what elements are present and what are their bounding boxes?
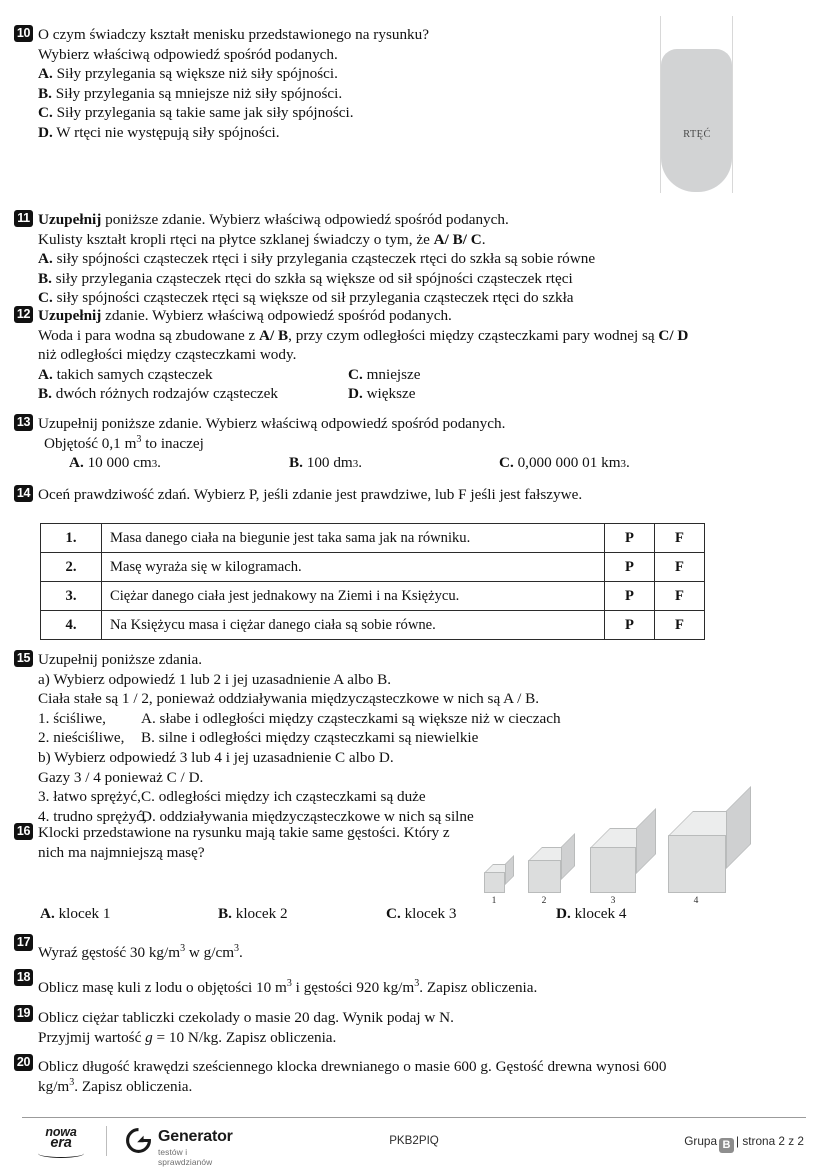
stem-choice-1: A/ B <box>259 326 289 344</box>
question-10-option-b <box>38 84 654 104</box>
lead-rest: zdanie. Wybierz właściwą odpowiedź spośród podanych. <box>101 307 452 324</box>
question-13-option-c <box>499 453 630 475</box>
mercury-tube-figure <box>658 16 736 193</box>
question-18 <box>14 969 804 998</box>
question-20-line-1: Oblicz długość krawędzi sześciennego klocka drewnianego o masie 600 g. Gęstość drewna wynosi 600 <box>38 1058 667 1075</box>
option-text: dwóch różnych rodzajów cząsteczek <box>55 385 278 403</box>
option-letter: B. <box>289 454 303 472</box>
cube-label: 2 <box>541 896 547 906</box>
question-20 <box>14 1054 804 1096</box>
question-15-reason-b: B. silne i odległości między cząsteczkami są niewielkie <box>141 729 479 747</box>
question-16-option-b <box>218 905 288 923</box>
question-13-options-row <box>44 453 804 473</box>
question-11-lead <box>38 210 804 230</box>
option-letter: C. <box>386 905 401 922</box>
question-11-option-b <box>38 269 804 289</box>
cube-side-face <box>561 833 575 880</box>
text-pre: Przyjmij wartość <box>38 1028 146 1046</box>
stem-mid: , przy czym odległości między cząsteczkami pary wodnej są <box>288 326 659 344</box>
question-10 <box>14 25 654 143</box>
stem-pre: Kulisty kształt kropli rtęci na płytce szklanej świadczy o tym, że <box>38 230 434 248</box>
row-true-option[interactable]: P <box>605 582 655 611</box>
group-label: Grupa <box>684 1134 718 1148</box>
mercury-body <box>661 49 732 192</box>
option-text: Siły przylegania są takie same jak siły spójności. <box>56 104 354 122</box>
cube-label: 1 <box>491 896 497 906</box>
option-text: 0,000 000 01 km <box>517 454 621 472</box>
question-10-option-a <box>38 64 654 84</box>
row-true-option[interactable]: P <box>605 553 655 582</box>
question-19-line-2 <box>38 1028 804 1048</box>
exponent-2: 3 <box>234 942 240 954</box>
option-text: klocek 3 <box>404 905 457 922</box>
page-number-label: | strona 2 z 2 <box>736 1134 804 1148</box>
question-14 <box>14 485 804 505</box>
row-statement: Masę wyraża się w kilogramach. <box>102 553 605 582</box>
option-letter: C. <box>348 365 363 383</box>
row-true-option[interactable]: P <box>605 524 655 553</box>
exponent-2: 3 <box>414 977 420 989</box>
option-text: siły spójności cząsteczek rtęci i siły przylegania cząsteczek rtęci do szkła są sobie równe <box>56 250 596 268</box>
row-false-option[interactable]: F <box>655 553 705 582</box>
question-14-line-1: Oceń prawdziwość zdań. Wybierz P, jeśli zdanie jest prawdziwe, lub F jeśli jest fałszywe. <box>38 486 583 503</box>
question-13-option-b <box>289 453 362 475</box>
option-text: siły spójności cząsteczek rtęci są większe od sił przylegania cząsteczek rtęci do szkła <box>56 289 574 307</box>
option-dot: . <box>358 454 362 472</box>
option-letter: B. <box>38 269 52 287</box>
question-13 <box>14 414 804 473</box>
row-index: 2. <box>41 553 102 582</box>
question-12-option-b <box>38 384 278 404</box>
exponent-1: 3 <box>286 977 292 989</box>
lead-rest: poniższe zdanie. Wybierz właściwą odpowiedź spośród podanych. <box>101 211 509 228</box>
mercury-label: RTĘĆ <box>683 129 711 140</box>
option-text: mniejsze <box>366 365 421 383</box>
question-12-option-d <box>348 384 415 404</box>
question-16-line-2: nich ma najmniejszą masę? <box>38 843 205 861</box>
text-pre: Oblicz masę kuli z lodu o objętości 10 m <box>38 979 287 996</box>
row-index: 1. <box>41 524 102 553</box>
option-letter: A. <box>38 250 53 268</box>
option-text: siły przylegania cząsteczek rtęci do szkła są większe od sił spójności cząsteczek rtęci <box>55 269 573 287</box>
cube-front-face <box>590 847 636 893</box>
row-false-option[interactable]: F <box>655 611 705 640</box>
question-15-answer-4: 4. trudno sprężyć, <box>38 807 147 825</box>
option-text: 100 dm <box>306 454 353 472</box>
question-12-options-row-1 <box>38 365 804 385</box>
text-mid: i gęstości 920 kg/m <box>291 979 415 996</box>
option-letter: D. <box>38 123 53 141</box>
row-false-option[interactable]: F <box>655 582 705 611</box>
question-number-badge: 19 <box>14 1005 33 1022</box>
option-exponent: 3 <box>620 458 626 471</box>
row-true-option[interactable]: P <box>605 611 655 640</box>
question-15-row-1 <box>38 709 804 729</box>
table-row <box>41 582 705 611</box>
question-15-line-7: Gazy 3 / 4 ponieważ C / D. <box>38 768 204 786</box>
option-letter: A. <box>69 454 84 472</box>
question-15-answer-3: 3. łatwo sprężyć, <box>38 788 141 806</box>
text-mid: w g/cm <box>185 944 235 961</box>
text-post: . <box>239 944 243 961</box>
option-text: Siły przylegania są mniejsze niż siły spójności. <box>55 84 343 102</box>
row-statement: Masa danego ciała na biegunie jest taka sama jak na równiku. <box>102 524 605 553</box>
option-letter: D. <box>348 385 363 403</box>
option-letter: C. <box>499 454 514 472</box>
text-pre: Wyraź gęstość 30 kg/m <box>38 944 181 961</box>
cube-front-face <box>484 872 505 893</box>
symbol-g: g <box>145 1028 153 1046</box>
option-text: większe <box>366 385 416 403</box>
nowa-era-word-1: nowa <box>45 1125 77 1139</box>
question-17 <box>14 934 804 963</box>
swoosh-icon <box>38 1150 84 1158</box>
question-12-option-c <box>348 365 421 385</box>
cube-side-face <box>505 855 514 885</box>
row-index: 4. <box>41 611 102 640</box>
question-16-option-d <box>556 905 626 923</box>
question-20-line-2 <box>38 1077 804 1097</box>
exponent-1: 3 <box>180 942 186 954</box>
table-row <box>41 524 705 553</box>
question-number-badge: 14 <box>14 485 33 502</box>
question-11-option-a <box>38 249 804 269</box>
option-letter: D. <box>556 905 571 922</box>
question-10-line-1: O czym świadczy kształt menisku przedstawionego na rysunku? <box>38 26 429 43</box>
option-text: Siły przylegania są większe niż siły spójności. <box>56 65 338 83</box>
question-15-answer-2: 2. nieściśliwe, <box>38 729 125 747</box>
option-text: W rtęci nie występują siły spójności. <box>56 123 280 141</box>
table-row <box>41 553 705 582</box>
question-number-badge: 13 <box>14 414 33 431</box>
question-15-reason-d: D. oddziaływania międzycząsteczkowe w nich są silne <box>141 807 474 825</box>
question-12-lead <box>38 306 804 326</box>
question-15-row-2 <box>38 728 804 748</box>
row-statement: Na Księżycu masa i ciężar danego ciała są sobie równe. <box>102 611 605 640</box>
stem-pre: Objętość 0,1 m <box>44 434 137 452</box>
stem-pre: Woda i para wodna są zbudowane z <box>38 326 260 344</box>
question-15-line-2: a) Wybierz odpowiedź 1 lub 2 i jej uzasadnienie A albo B. <box>38 670 392 688</box>
stem-exponent: 3 <box>136 433 142 445</box>
table-row <box>41 611 705 640</box>
question-15-line-1: Uzupełnij poniższe zdania. <box>38 651 203 668</box>
question-19 <box>14 1005 804 1047</box>
option-text: klocek 2 <box>235 905 288 922</box>
option-letter: B. <box>38 84 52 102</box>
question-12 <box>14 306 804 404</box>
cube-label: 4 <box>693 896 699 906</box>
stem-post: to inaczej <box>141 434 204 452</box>
question-number-badge: 18 <box>14 969 33 986</box>
question-number-badge: 15 <box>14 650 33 667</box>
question-number-badge: 10 <box>14 25 33 42</box>
stem-choice: A/ B/ C <box>433 230 482 248</box>
question-16-line-1: Klocki przedstawione na rysunku mają takie same gęstości. Który z <box>38 824 450 841</box>
question-13-stem <box>44 434 804 454</box>
page-info <box>684 1134 804 1153</box>
question-15-row-3 <box>38 787 804 807</box>
question-15 <box>14 650 804 826</box>
question-19-line-1: Oblicz ciężar tabliczki czekolady o masie 20 dag. Wynik podaj w N. <box>38 1009 454 1026</box>
question-15-reason-c: C. odległości między ich cząsteczkami są duże <box>141 788 426 806</box>
generator-title: Generator <box>158 1128 233 1145</box>
question-16-option-c <box>386 905 456 923</box>
question-12-stem-line-1 <box>38 326 804 346</box>
tube-wall-right <box>732 16 733 193</box>
question-17-text <box>38 943 804 963</box>
cube-front-face <box>668 835 726 893</box>
question-16 <box>14 823 484 862</box>
text-pre: kg/m <box>38 1077 70 1095</box>
question-13-option-a <box>69 453 161 475</box>
option-text: takich samych cząsteczek <box>56 365 213 383</box>
text-post: . Zapisz obliczenia. <box>419 979 538 996</box>
row-false-option[interactable]: F <box>655 524 705 553</box>
row-statement: Ciężar danego ciała jest jednakowy na Ziemi i na Księżycu. <box>102 582 605 611</box>
option-exponent: 3 <box>151 458 158 471</box>
stem-choice-2: C/ D <box>658 326 689 344</box>
option-dot: . <box>157 454 161 472</box>
option-letter: C. <box>38 289 53 307</box>
question-16-option-a <box>40 905 110 923</box>
stem-post: . <box>481 230 486 248</box>
question-11-stem <box>38 230 804 250</box>
question-18-text <box>38 978 804 998</box>
exponent-1: 3 <box>69 1076 75 1088</box>
question-number-badge: 16 <box>14 823 33 840</box>
question-10-option-d <box>38 123 654 143</box>
row-index: 3. <box>41 582 102 611</box>
question-11 <box>14 210 804 308</box>
cube-figures <box>470 820 750 910</box>
question-15-answer-1: 1. ściśliwe, <box>38 709 106 727</box>
group-badge: B <box>719 1138 734 1153</box>
nowa-era-word-2: era <box>50 1135 72 1151</box>
lead-bold: Uzupełnij <box>38 211 102 228</box>
question-number-badge: 11 <box>14 210 33 227</box>
option-letter: A. <box>40 905 55 922</box>
option-letter: A. <box>38 365 53 383</box>
question-16-options-row <box>40 905 810 925</box>
question-number-badge: 17 <box>14 934 33 951</box>
option-text: 10 000 cm <box>87 454 152 472</box>
option-letter: C. <box>38 104 53 122</box>
question-15-line-6: b) Wybierz odpowiedź 3 lub 4 i jej uzasadnienie C albo D. <box>38 748 394 766</box>
option-letter: B. <box>218 905 232 922</box>
option-text: klocek 4 <box>574 905 627 922</box>
test-code: PKB2PIQ <box>389 1134 439 1147</box>
question-12-options-row-2 <box>38 384 804 404</box>
page-footer <box>22 1117 806 1167</box>
option-letter: B. <box>38 385 52 403</box>
question-15-line-3: Ciała stałe są 1 / 2, ponieważ oddziaływania międzycząsteczkowe w nich są A / B. <box>38 690 540 708</box>
option-text: klocek 1 <box>58 905 111 922</box>
truth-table <box>40 523 705 640</box>
question-number-badge: 20 <box>14 1054 33 1071</box>
question-10-line-2: Wybierz właściwą odpowiedź spośród podanych. <box>38 45 338 63</box>
cube-label: 3 <box>610 896 616 906</box>
generator-subtitle: testów i sprawdzianów <box>158 1147 213 1167</box>
question-12-stem-line-2: niż odległości między cząsteczkami wody. <box>38 346 297 364</box>
text-post: . Zapisz obliczenia. <box>74 1077 193 1095</box>
cube-front-face <box>528 860 561 893</box>
question-10-option-c <box>38 103 654 123</box>
question-12-option-a <box>38 365 213 385</box>
option-letter: A. <box>38 65 53 83</box>
option-dot: . <box>625 454 630 472</box>
text-post: = 10 N/kg. Zapisz obliczenia. <box>152 1028 337 1046</box>
question-13-line-1: Uzupełnij poniższe zdanie. Wybierz właściwą odpowiedź spośród podanych. <box>38 415 506 432</box>
lead-bold: Uzupełnij <box>38 307 102 324</box>
question-15-reason-a: A. słabe i odległości między cząsteczkami są większe niż w cieczach <box>141 709 561 727</box>
option-exponent: 3 <box>352 458 359 471</box>
question-number-badge: 12 <box>14 306 33 323</box>
